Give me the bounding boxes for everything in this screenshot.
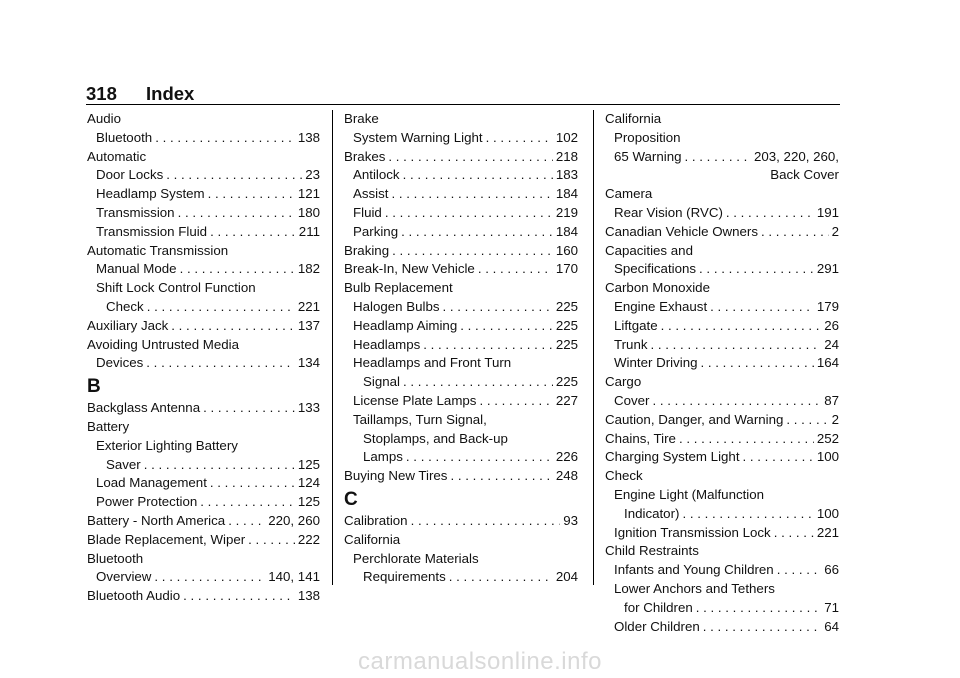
entry-term: Trunk — [614, 336, 648, 352]
entry-term: Chains, Tire — [605, 430, 676, 446]
entry-term: Bluetooth Audio — [87, 588, 181, 604]
index-entry — [344, 148, 578, 167]
index-entry — [344, 317, 578, 336]
entry-term: Headlamp System — [96, 186, 205, 202]
entry-page-ref: 179 — [816, 298, 839, 314]
entry-term: Automatic — [87, 148, 147, 164]
entry-term: Bluetooth — [96, 129, 153, 145]
dot-leader — [743, 448, 814, 467]
dot-leader — [406, 448, 553, 467]
entry-term: Specifications — [614, 261, 697, 277]
entry-page-ref: 184 — [555, 223, 578, 239]
index-entry — [605, 524, 839, 543]
index-entry — [87, 185, 320, 204]
index-entry — [87, 242, 320, 261]
index-entry — [344, 467, 578, 486]
dot-leader — [726, 204, 814, 223]
entry-page-ref: 140, 141 — [268, 569, 320, 585]
entry-term: Carbon Monoxide — [605, 280, 710, 296]
dot-leader — [401, 223, 553, 242]
index-entry — [87, 474, 320, 493]
dot-leader — [248, 531, 295, 550]
entry-page-ref: 121 — [297, 186, 320, 202]
index-entry — [605, 279, 839, 298]
entry-term: Assist — [353, 186, 389, 202]
index-entry — [605, 392, 839, 411]
entry-term: Camera — [605, 186, 653, 202]
index-entry — [344, 185, 578, 204]
entry-page-ref: 211 — [298, 223, 320, 239]
index-entry — [605, 260, 839, 279]
entry-page-ref: 26 — [824, 317, 839, 333]
entry-term: Audio — [87, 111, 122, 126]
entry-page-ref: 203, 220, 260, — [753, 148, 839, 164]
entry-term: Manual Mode — [96, 261, 177, 277]
index-entry — [605, 354, 839, 373]
dot-leader — [450, 467, 552, 486]
entry-term: Saver — [106, 456, 141, 472]
entry-term: Canadian Vehicle Owners — [605, 223, 759, 239]
entry-term: Proposition — [614, 129, 681, 145]
dot-leader — [460, 317, 553, 336]
index-entry — [605, 110, 839, 129]
index-entry — [344, 373, 578, 392]
entry-page-ref: 137 — [297, 317, 320, 333]
entry-page-ref: 64 — [824, 618, 839, 634]
dot-leader — [210, 223, 296, 242]
entry-term: Stoplamps, and Back-up — [363, 430, 508, 446]
index-entry — [344, 430, 578, 449]
entry-term: Requirements — [363, 569, 446, 585]
index-entry — [344, 298, 578, 317]
index-entry — [344, 129, 578, 148]
entry-term: Battery - North America — [87, 512, 226, 528]
entry-term: Engine Light (Malfunction — [614, 486, 765, 502]
entry-term: Battery — [87, 418, 130, 434]
index-entry — [344, 568, 578, 587]
dot-leader — [703, 618, 821, 637]
index-entry — [87, 456, 320, 475]
index-entry — [605, 129, 839, 148]
entry-page-ref: 227 — [555, 392, 578, 408]
index-entry — [605, 467, 839, 486]
index-entry — [605, 298, 839, 317]
dot-leader — [661, 317, 822, 336]
entry-page-ref: 204 — [555, 569, 578, 585]
index-entry — [87, 399, 320, 418]
index-entry — [87, 512, 320, 531]
index-entry — [87, 550, 320, 569]
entry-term: Bulb Replacement — [344, 280, 453, 296]
index-entry — [605, 223, 839, 242]
index-entry — [87, 204, 320, 223]
entry-term: for Children — [624, 599, 693, 615]
dot-leader — [411, 512, 561, 531]
entry-page-ref: 102 — [555, 129, 578, 145]
entry-page-ref: 218 — [555, 148, 578, 164]
dot-leader — [200, 493, 295, 512]
entry-term: Headlamp Aiming — [353, 317, 458, 333]
dot-leader — [774, 524, 814, 543]
entry-page-ref: 220, 260 — [268, 512, 320, 528]
entry-term: Charging System Light — [605, 449, 740, 465]
index-entry — [87, 568, 320, 587]
index-entry — [87, 110, 320, 129]
entry-term: California — [605, 111, 662, 126]
watermark: carmanualsonline.info — [358, 648, 602, 675]
index-entry — [344, 354, 578, 373]
entry-page-ref: 23 — [305, 167, 320, 183]
entry-page-ref: 180 — [297, 204, 320, 220]
entry-page-ref: 2 — [831, 223, 839, 239]
entry-term: Winter Driving — [614, 355, 698, 371]
dot-leader — [403, 166, 553, 185]
entry-term: Lamps — [363, 449, 403, 465]
dot-leader — [180, 260, 295, 279]
index-entry — [87, 148, 320, 167]
entry-term: Ignition Transmission Lock — [614, 524, 771, 540]
entry-page-ref: 133 — [297, 400, 320, 416]
entry-term: Backglass Antenna — [87, 400, 201, 416]
entry-term: License Plate Lamps — [353, 392, 477, 408]
dot-leader — [203, 399, 295, 418]
entry-term: Cover — [614, 392, 650, 408]
entry-page-ref: 138 — [297, 588, 320, 604]
entry-term: Devices — [96, 355, 144, 371]
entry-term: Shift Lock Control Function — [96, 280, 256, 296]
entry-page-ref: 182 — [297, 261, 320, 277]
entry-term: Headlamps and Front Turn — [353, 355, 512, 371]
index-entry — [87, 336, 320, 355]
dot-leader — [486, 129, 553, 148]
entry-term: Load Management — [96, 475, 207, 491]
dot-leader — [710, 298, 814, 317]
entry-term: Brakes — [344, 148, 386, 164]
index-entry — [605, 317, 839, 336]
entry-term: Brake — [344, 111, 379, 126]
entry-term: Door Locks — [96, 167, 164, 183]
entry-term: Lower Anchors and Tethers — [614, 580, 775, 596]
dot-leader — [479, 392, 552, 411]
dot-leader — [682, 505, 813, 524]
entry-term: 65 Warning — [614, 148, 682, 164]
entry-page-ref: 252 — [816, 430, 839, 446]
entry-term: Rear Vision (RVC) — [614, 204, 723, 220]
header-rule — [86, 104, 840, 105]
entry-term: Older Children — [614, 618, 700, 634]
entry-page-ref: 24 — [824, 336, 839, 352]
index-column-2 — [344, 110, 578, 587]
dot-leader — [144, 456, 295, 475]
entry-term: Buying New Tires — [344, 468, 448, 484]
page-number: 318 — [86, 83, 117, 104]
index-entry — [344, 411, 578, 430]
entry-page-ref: 93 — [563, 512, 578, 528]
dot-leader — [178, 204, 295, 223]
entry-term: Halogen Bulbs — [353, 298, 440, 314]
entry-term: Transmission — [96, 204, 175, 220]
index-entry — [605, 430, 839, 449]
entry-page-ref: 184 — [555, 186, 578, 202]
dot-leader — [155, 129, 295, 148]
index-entry — [87, 418, 320, 437]
entry-page-ref: 125 — [297, 456, 320, 472]
entry-page-ref: 191 — [816, 204, 839, 220]
index-column-1 — [87, 110, 320, 606]
dot-leader — [146, 354, 295, 373]
entry-term: Antilock — [353, 167, 400, 183]
index-entry — [344, 336, 578, 355]
dot-leader — [652, 392, 821, 411]
index-entry — [605, 373, 839, 392]
entry-term: Signal — [363, 374, 400, 390]
index-entry — [87, 260, 320, 279]
index-entry — [605, 542, 839, 561]
dot-leader — [443, 298, 553, 317]
index-entry — [605, 242, 839, 261]
index-entry — [344, 166, 578, 185]
index-entry — [87, 354, 320, 373]
entry-page-ref: 71 — [824, 599, 839, 615]
index-entry — [87, 531, 320, 550]
dot-leader — [210, 474, 295, 493]
dot-leader — [478, 260, 553, 279]
entry-page-ref: 183 — [555, 167, 578, 183]
dot-leader — [651, 336, 822, 355]
entry-term: Indicator) — [624, 505, 680, 521]
index-entry — [605, 411, 839, 430]
dot-leader — [777, 561, 822, 580]
entry-term: Caution, Danger, and Warning — [605, 411, 784, 427]
entry-term: Transmission Fluid — [96, 223, 208, 239]
index-entry — [605, 166, 839, 185]
entry-page-ref: 222 — [297, 531, 320, 547]
index-entry — [605, 505, 839, 524]
entry-page-ref: 125 — [297, 494, 320, 510]
index-entry — [87, 129, 320, 148]
index-column-3 — [605, 110, 839, 636]
entry-page-ref: 124 — [297, 475, 320, 491]
entry-term: Bluetooth — [87, 550, 144, 566]
entry-term: Taillamps, Turn Signal, — [353, 411, 487, 427]
index-entry — [605, 580, 839, 599]
entry-term: Calibration — [344, 512, 408, 528]
entry-page-ref: 164 — [816, 355, 839, 371]
index-entry — [87, 587, 320, 606]
index-entry — [344, 279, 578, 298]
dot-leader — [701, 354, 814, 373]
dot-leader — [171, 317, 295, 336]
dot-leader — [423, 336, 553, 355]
dot-leader — [449, 568, 553, 587]
index-entry — [605, 185, 839, 204]
index-entry — [605, 204, 839, 223]
entry-page-ref: Back Cover — [770, 167, 839, 183]
index-entry — [344, 204, 578, 223]
entry-page-ref: 291 — [816, 261, 839, 277]
entry-term: Engine Exhaust — [614, 298, 708, 314]
index-entry — [87, 493, 320, 512]
entry-term: California — [344, 531, 401, 547]
dot-leader — [208, 185, 295, 204]
entry-term: Blade Replacement, Wiper — [87, 531, 246, 547]
index-entry — [344, 223, 578, 242]
dot-leader — [679, 430, 814, 449]
index-entry — [344, 392, 578, 411]
index-entry — [87, 166, 320, 185]
index-entry — [344, 110, 578, 129]
index-entry — [605, 561, 839, 580]
entry-page-ref: 225 — [555, 317, 578, 333]
entry-term: Check — [106, 298, 144, 314]
entry-page-ref: 160 — [555, 242, 578, 258]
entry-page-ref: 219 — [555, 204, 578, 220]
column-divider — [332, 110, 333, 585]
entry-page-ref: 226 — [555, 449, 578, 465]
entry-page-ref: 225 — [555, 336, 578, 352]
index-entry — [605, 599, 839, 618]
entry-term: Fluid — [353, 204, 382, 220]
page-title: Index — [146, 83, 195, 104]
index-entry — [344, 448, 578, 467]
entry-term: Break-In, New Vehicle — [344, 261, 475, 277]
entry-page-ref: 66 — [824, 562, 839, 578]
column-divider — [593, 110, 594, 585]
index-entry — [344, 531, 578, 550]
entry-term: Child Restraints — [605, 543, 699, 559]
dot-leader — [154, 568, 265, 587]
dot-leader — [228, 512, 265, 531]
index-entry — [87, 317, 320, 336]
dot-leader — [147, 298, 295, 317]
entry-term: Power Protection — [96, 494, 198, 510]
dot-leader — [786, 411, 828, 430]
entry-term: Parking — [353, 223, 399, 239]
dot-leader — [699, 260, 814, 279]
index-entry — [87, 223, 320, 242]
entry-page-ref: 87 — [824, 392, 839, 408]
entry-term: Auxiliary Jack — [87, 317, 169, 333]
entry-page-ref: 138 — [297, 129, 320, 145]
index-entry — [344, 260, 578, 279]
dot-leader — [183, 587, 295, 606]
index-entry — [344, 512, 578, 531]
entry-term: System Warning Light — [353, 129, 483, 145]
dot-leader — [391, 185, 552, 204]
entry-term: Headlamps — [353, 336, 421, 352]
section-letter: B — [87, 376, 101, 398]
entry-term: Automatic Transmission — [87, 242, 229, 258]
entry-term: Check — [605, 468, 643, 484]
entry-term: Infants and Young Children — [614, 562, 774, 578]
index-entry — [605, 486, 839, 505]
entry-page-ref: 225 — [555, 298, 578, 314]
entry-page-ref: 221 — [297, 298, 320, 314]
index-entry — [605, 618, 839, 637]
dot-leader — [403, 373, 553, 392]
entry-term: Avoiding Untrusted Media — [87, 336, 240, 352]
entry-page-ref: 100 — [816, 505, 839, 521]
index-entry — [605, 448, 839, 467]
entry-page-ref: 100 — [816, 449, 839, 465]
index-entry — [87, 279, 320, 298]
entry-page-ref: 225 — [555, 374, 578, 390]
entry-page-ref: 134 — [297, 355, 320, 371]
entry-term: Braking — [344, 242, 390, 258]
dot-leader — [385, 204, 553, 223]
index-entry — [344, 242, 578, 261]
entry-term: Capacities and — [605, 242, 693, 258]
dot-leader — [392, 242, 553, 261]
dot-leader — [696, 599, 821, 618]
dot-leader — [761, 223, 829, 242]
entry-term: Liftgate — [614, 317, 658, 333]
entry-page-ref: 2 — [831, 411, 839, 427]
entry-term: Exterior Lighting Battery — [96, 437, 238, 453]
section-letter: C — [344, 488, 358, 510]
index-entry — [605, 148, 839, 167]
entry-page-ref: 221 — [816, 524, 839, 540]
index-entry — [87, 298, 320, 317]
entry-page-ref: 170 — [555, 261, 578, 277]
index-entry — [605, 336, 839, 355]
entry-term: Overview — [96, 569, 152, 585]
entry-term: Cargo — [605, 374, 642, 390]
dot-leader — [166, 166, 302, 185]
entry-page-ref: 248 — [555, 468, 578, 484]
entry-term: Perchlorate Materials — [353, 550, 479, 566]
dot-leader — [685, 148, 751, 167]
index-entry — [87, 437, 320, 456]
dot-leader — [388, 148, 552, 167]
index-entry — [344, 550, 578, 569]
